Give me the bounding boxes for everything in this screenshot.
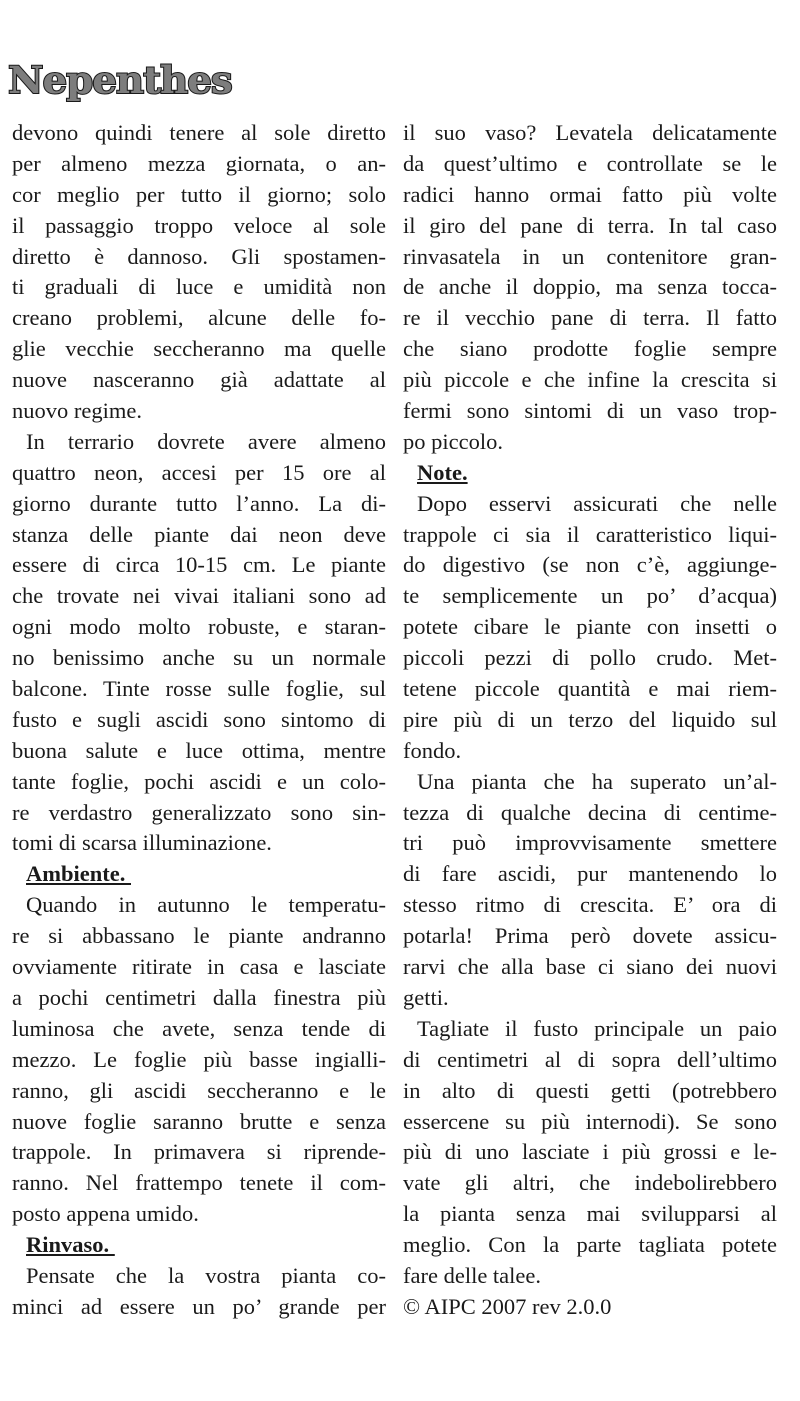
section-heading: Ambiente. [26,861,131,887]
text-line: trappole. In primavera si riprende- [12,1139,386,1165]
text-line: più di uno lasciate i più grossi e le- [403,1139,777,1165]
text-line: getti. [403,984,449,1010]
left-column [12,118,386,1323]
text-line: in alto di questi getti (potrebbero [403,1077,777,1103]
text-line: mezzo. Le foglie più basse ingialli- [12,1046,386,1072]
text-line: il passaggio troppo veloce al sole [12,212,386,238]
text-line: più piccole e che infine la crescita si [403,367,777,393]
paragraph [403,489,777,767]
text-line: rinvasatela in un contenitore gran- [403,243,777,269]
text-line: creano problemi, alcune delle fo- [12,305,386,331]
text-line: tomi di scarsa illuminazione. [12,830,272,856]
paragraph [403,1014,777,1292]
text-line: © AIPC 2007 rev 2.0.0 [403,1293,612,1319]
nepenthes-logo: Nepenthes [8,58,232,102]
text-line: il giro del pane di terra. In tal caso [403,212,777,238]
paragraph [403,118,777,458]
text-line: trappole ci sia il caratteristico liqui- [403,521,777,547]
text-line: da quest’ultimo e controllate se le [403,150,777,176]
text-line: quattro neon, accesi per 15 ore al [12,459,386,485]
text-line: diretto è dannoso. Gli spostamen- [12,243,386,269]
text-line: ranno, gli ascidi seccheranno e le [12,1077,386,1103]
text-line: In terrario dovrete avere almeno [26,428,386,454]
text-line: minci ad essere un po’ grande per [12,1293,386,1319]
text-line: ovviamente ritirate in casa e lasciate [12,954,386,980]
text-line: vate gli altri, che indebolirebbero [403,1170,777,1196]
text-line: piccoli pezzi di pollo crudo. Met- [403,645,777,671]
text-line: ranno. Nel frattempo tenete il com- [12,1170,386,1196]
text-line: meglio. Con la parte tagliata potete [403,1232,777,1258]
text-line: essercene su più internodi). Se sono [403,1108,777,1134]
text-line: rarvi che alla base ci siano dei nuovi [403,954,777,980]
text-line: a pochi centimetri dalla finestra più [12,984,386,1010]
text-line: re si abbassano le piante andranno [12,923,386,949]
text-line: la pianta senza mai svilupparsi al [403,1201,777,1227]
text-line: balcone. Tinte rosse sulle foglie, sul [12,676,386,702]
paragraph [12,1261,386,1323]
text-line: il suo vaso? Levatela delicatamente [403,120,777,145]
text-line: fermi sono sintomi di un vaso trop- [403,398,777,424]
paragraph [12,427,386,859]
right-column [403,118,777,1323]
section-heading: Note. [417,459,468,485]
text-line: re verdastro generalizzato sono sin- [12,799,386,825]
text-line: radici hanno ormai fatto più volte [403,181,777,207]
text-line: Quando in autunno le temperatu- [26,892,386,918]
text-line: cor meglio per tutto il giorno; solo [12,181,386,207]
paragraph [12,118,386,427]
text-line: no benissimo anche su un normale [12,645,386,671]
text-line: nuove nasceranno già adattate al [12,367,386,393]
text-line: do digestivo (se non c’è, aggiunge- [403,552,777,578]
text-line: posto appena umido. [12,1201,199,1227]
text-line: fare delle talee. [403,1262,542,1288]
text-line: per almeno mezza giornata, o an- [12,150,386,176]
text-line: potarla! Prima però dovete assicu- [403,923,777,949]
text-line: ogni modo molto robuste, e staran- [12,614,386,640]
text-line: ti graduali di luce e umidità non [12,274,386,300]
text-line: giorno durante tutto l’anno. La di- [12,490,386,516]
text-line: nuovo regime. [12,398,142,424]
text-line: tezza di qualche decina di centime- [403,799,777,825]
text-line: che trovate nei vivai italiani sono ad [12,583,386,609]
text-line: tetene piccole quantità e mai riem- [403,676,777,702]
paragraph [403,1292,777,1323]
text-line: fondo. [403,737,462,763]
text-line: potete cibare le piante con insetti o [403,614,777,640]
text-line: nuove foglie saranno brutte e senza [12,1108,386,1134]
text-line: luminosa che avete, senza tende di [12,1015,386,1041]
text-line: po piccolo. [403,428,503,454]
text-line: stesso ritmo di crescita. E’ ora di [403,892,777,918]
text-line: di centimetri al di sopra dell’ultimo [403,1046,777,1072]
text-line: glie vecchie seccheranno ma quelle [12,336,386,362]
text-line: di fare ascidi, pur mantenendo lo [403,861,777,887]
text-line: tante foglie, pochi ascidi e un colo- [12,768,386,794]
text-line: devono quindi tenere al sole diretto [12,120,386,145]
section-heading: Rinvaso. [26,1232,115,1258]
text-line: Una pianta che ha superato un’al- [417,768,777,794]
text-line: re il vecchio pane di terra. Il fatto [403,305,777,331]
text-line: fusto e sugli ascidi sono sintomo di [12,706,386,732]
paragraph [12,890,386,1230]
text-line: che siano prodotte foglie sempre [403,336,777,362]
text-line: Tagliate il fusto principale un paio [417,1015,777,1041]
text-line: stanza delle piante dai neon deve [12,521,386,547]
text-line: de anche il doppio, ma senza tocca- [403,274,777,300]
text-line: Dopo esservi assicurati che nelle [417,490,777,516]
text-line: pire più di un terzo del liquido sul [403,706,777,732]
text-line: buona salute e luce ottima, mentre [12,737,386,763]
text-line: essere di circa 10-15 cm. Le piante [12,552,386,578]
paragraph [403,767,777,1014]
text-line: tri può improvvisamente smettere [403,830,777,856]
text-line: Pensate che la vostra pianta co- [26,1262,386,1288]
text-line: te semplicemente un po’ d’acqua) [403,583,777,609]
